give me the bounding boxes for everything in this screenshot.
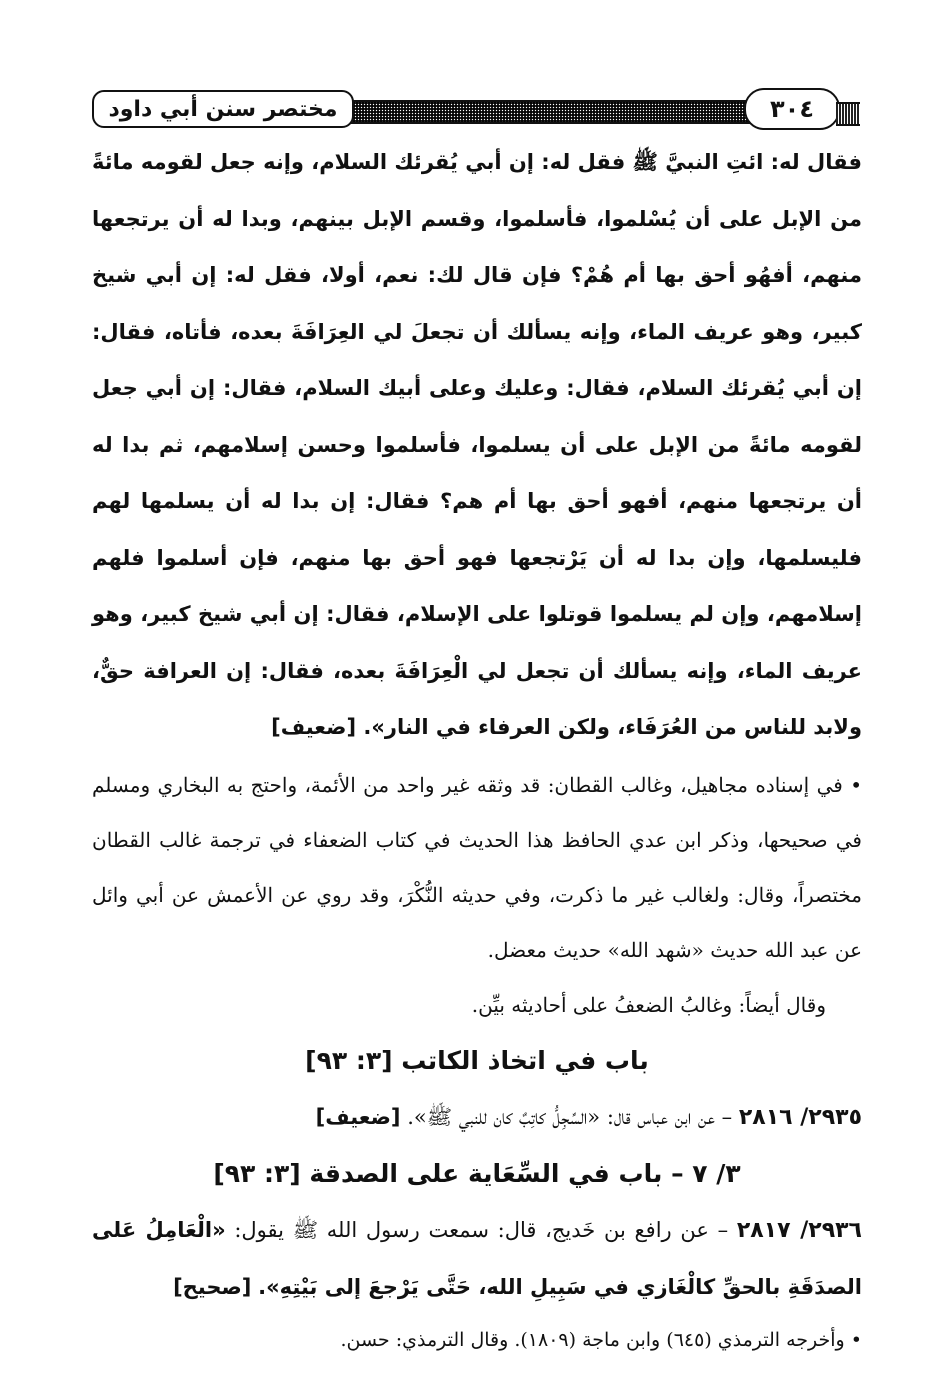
hadith-continuation [92, 134, 862, 756]
hadith-2936 [92, 1202, 862, 1316]
hadith-quote: «الْعَامِلُ عَلى الصدَقَةِ بالحقِّ كالْغَازي في سَبِيلِ الله، حَتَّى يَرْجعَ إلى بَيْتِهِ». [92, 1217, 862, 1299]
hadith-grade: [ضعيف] [271, 715, 357, 739]
hadith-grade: [ضعيف] [315, 1104, 401, 1129]
page-content [92, 134, 862, 1364]
hadith-intro: – عن رافع بن خَديج، قال: سمعت رسول الله ﷺ يقول: [234, 1217, 729, 1242]
hadith-number: ٢٩٣٥/ ٢٨١٦ [738, 1104, 862, 1130]
page-number: ٣٠٤ [744, 88, 840, 130]
hadith-text: – عن ابن عباس قال: «السِّجِلُّ كاتِبٌ كان للنبي ﷺ». [407, 1104, 733, 1129]
commentary-text: في إسناده مجاهيل، وغالب القطان: قد وثقه غير واحد من الأئمة، واحتج به البخاري ومسلم في صحيحها، وذكر ابن عدي الحافظ هذا الحديث في كتاب الضعفاء في ترجمة غالب القطان مختصراً، وقال: ولغالب غير ما ذكرت، وفي حديثه النُّكْرَ، وقد روي عن الأعمش عن أبي وائل عن عبد الله حديث «شهد الله» حديث معضل. [92, 772, 862, 962]
hadith-body-text: فقال له: ائتِ النبيَّ ﷺ فقل له: إن أبي يُقرئك السلام، وإنه جعل لقومه مائةً من الإبل على أن يُسْلموا، فأسلموا، وقسم الإبل بينهم، وبدا له أن يرتجعها منهم، أفهُو أحق بها أم هُمْ؟ فإن قال لك: نعم، أولا، فقل له: إن أبي شيخ كبير، وهو عريف الماء، وإنه يسألك أن تجعلَ لي العِرَافَةَ بعده، فأتاه، فقال: إن أبي يُقرئك السلام، فقال: وعليك وعلى أبيك السلام، فقال: إن أبي جعل لقومه مائةً من الإبل على أن يسلموا، فأسلموا وحسن إسلامهم، ثم بدا له أن يرتجعها منهم، أفهو أحق بها أم هم؟ فقال: إن بدا له أن يسلمها لهم فليسلمها، وإن بدا له أن يَرْتجعها فهو أحق بها منهم، فإن أسلموا فلهم إسلامهم، وإن لم يسلموا قوتلوا على الإسلام، فقال: إن أبي شيخ كبير، وهو عريف الماء، وإنه يسألك أن تجعل لي الْعِرَافَةَ بعده، فقال: إن العرافة حقٌّ، ولابد للناس من العُرَفَاء، ولكن العرفاء في النار». [92, 150, 862, 739]
bullet-icon: • [850, 772, 863, 797]
hadith-2935 [92, 1089, 862, 1146]
section-heading-katib: باب في اتخاذ الكاتب [٣: ٩٣] [305, 1045, 649, 1075]
commentary-followup: وقال أيضاً: وغالبُ الضعفُ على أحاديثه بيِّن. [471, 992, 826, 1017]
section-heading-siaya: ٣/ ٧ – باب في السِّعَاية على الصدقة [٣: ٩٣] [213, 1158, 741, 1188]
page-header [92, 88, 862, 134]
commentary-note [92, 758, 862, 978]
header-decorative-bar [350, 100, 750, 124]
book-title: مختصر سنن أبي داود [92, 90, 354, 128]
hadith-number: ٢٩٣٦/ ٢٨١٧ [736, 1217, 862, 1243]
takhrij-text: وأخرجه الترمذي (٦٤٥) وابن ماجة (١٨٠٩). وقال الترمذي: حسن. [340, 1328, 845, 1351]
bullet-icon: • [850, 1328, 862, 1351]
takhrij-note [92, 1316, 862, 1364]
hadith-grade: [صحيح] [173, 1274, 252, 1299]
